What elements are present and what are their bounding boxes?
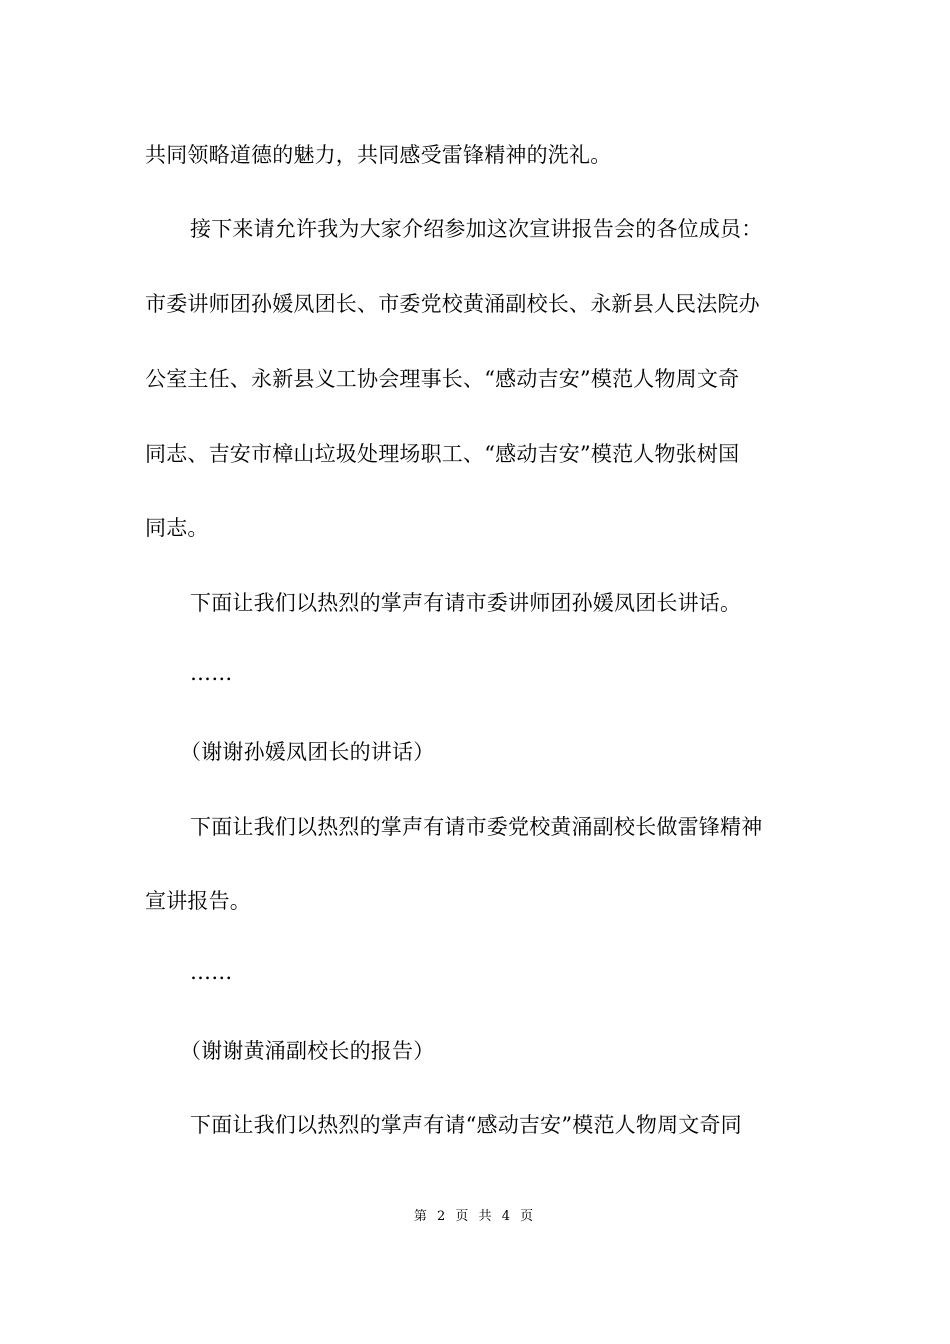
text-line: （谢谢孙媛凤团长的讲话） xyxy=(180,740,435,764)
ellipsis-line: …… xyxy=(190,960,233,984)
ellipsis-line: …… xyxy=(190,661,233,685)
text-line: 接下来请允许我为大家介绍参加这次宣讲报告会的各位成员： xyxy=(190,217,763,241)
page-number: 第 2 页 共 4 页 xyxy=(413,1209,537,1224)
text-line: 下面让我们以热烈的掌声有请市委党校黄涌副校长做雷锋精神 xyxy=(190,815,763,839)
text-line: 共同领略道德的魅力，共同感受雷锋精神的洗礼。 xyxy=(145,143,612,167)
text-line: 下面让我们以热烈的掌声有请“感动吉安”模范人物周文奇同 xyxy=(190,1113,742,1137)
text-line: （谢谢黄涌副校长的报告） xyxy=(180,1039,435,1063)
text-line: 同志、吉安市樟山垃圾处理场职工、“感动吉安”模范人物张树国 xyxy=(145,442,740,466)
text-line: 市委讲师团孙媛凤团长、市委党校黄涌副校长、永新县人民法院办 xyxy=(145,292,760,316)
text-line: 宣讲报告。 xyxy=(145,889,251,913)
text-line: 公室主任、永新县义工协会理事长、“感动吉安”模范人物周文奇 xyxy=(145,367,740,391)
text-line: 下面让我们以热烈的掌声有请市委讲师团孙媛凤团长讲话。 xyxy=(190,591,742,615)
text-line: 同志。 xyxy=(145,516,209,540)
